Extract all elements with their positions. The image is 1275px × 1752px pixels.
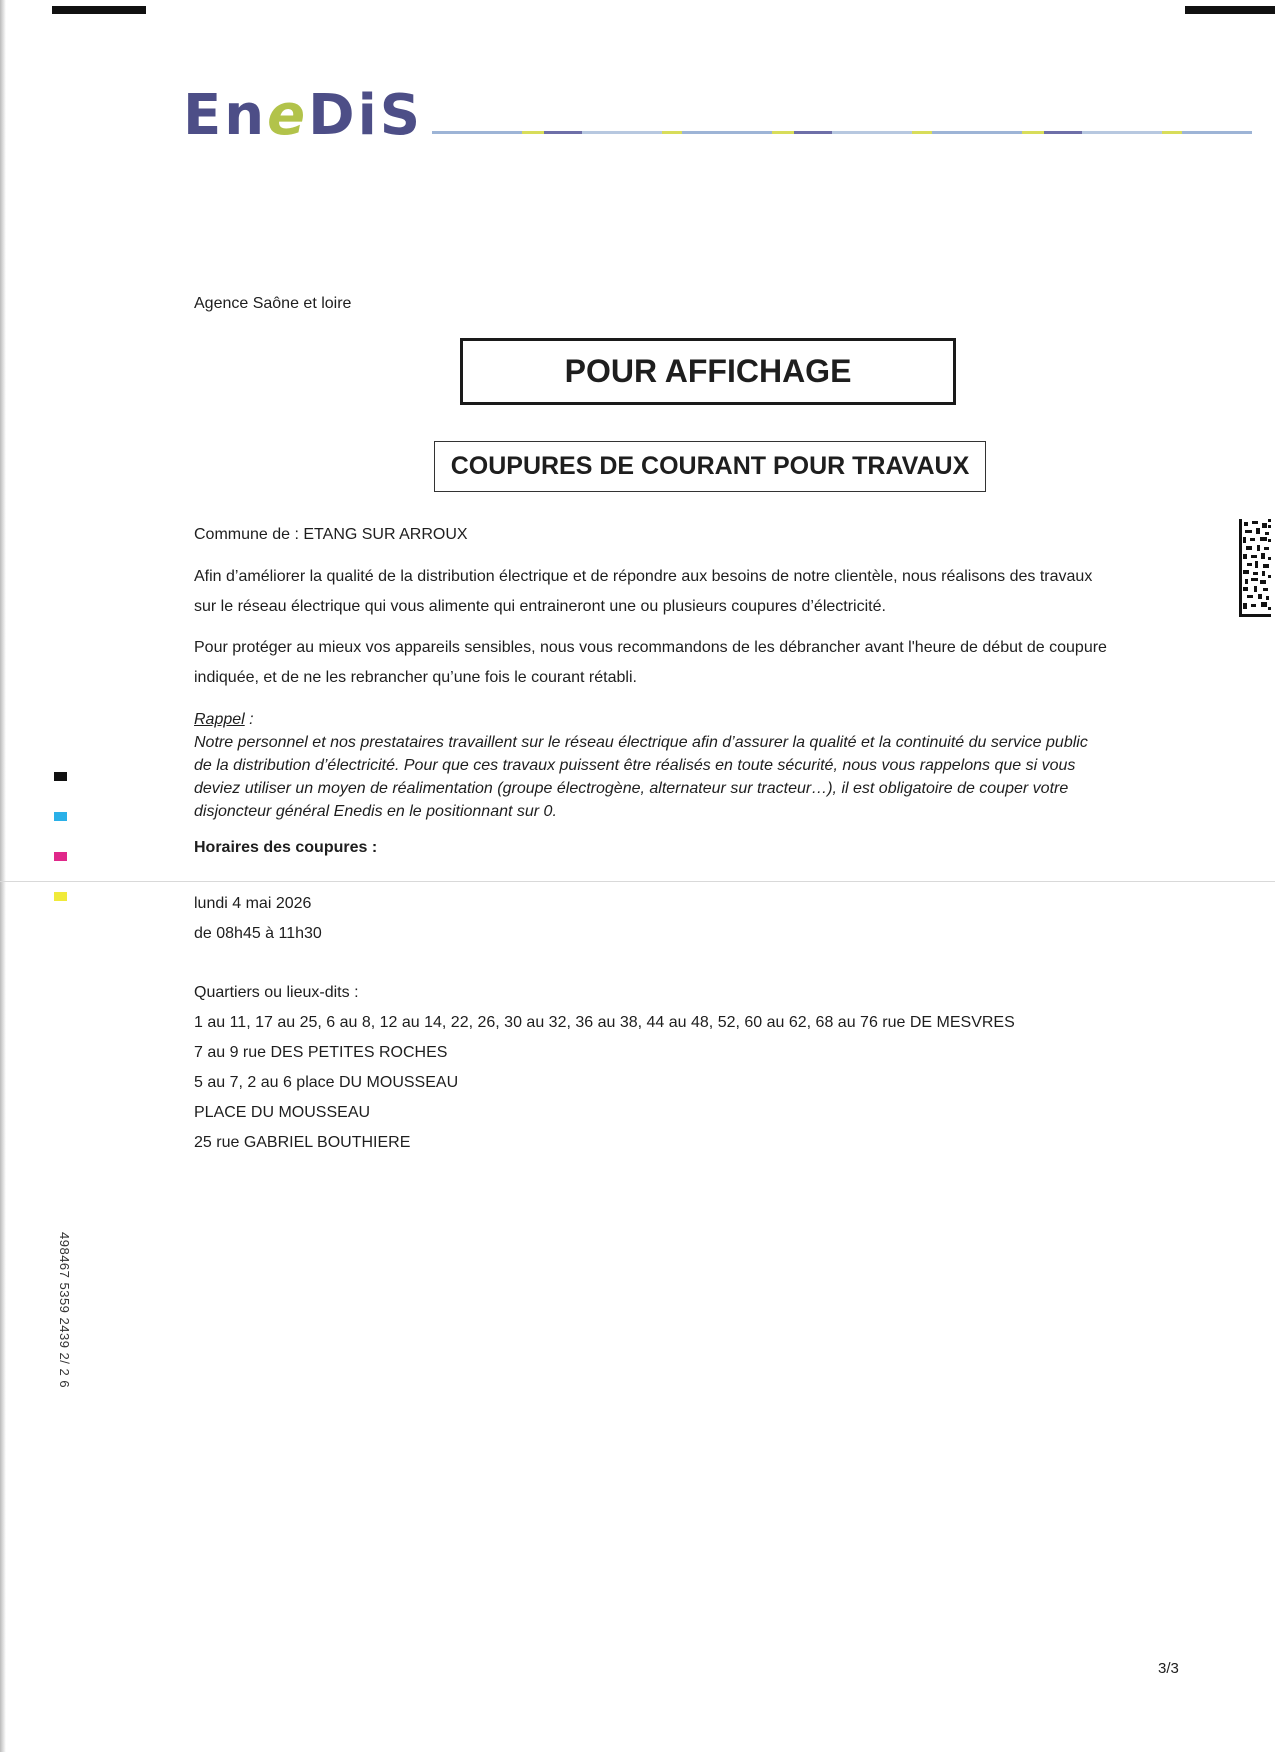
commune-line: Commune de : ETANG SUR ARROUX (194, 526, 468, 543)
swatch-yellow (54, 892, 67, 901)
registration-mark-right (1185, 6, 1275, 14)
paragraph-1-line-2: sur le réseau électrique qui vous alimente qui entraineront une ou plusieurs coupures d’électricité. (194, 598, 886, 615)
agency-name: Agence Saône et loire (194, 295, 352, 312)
datamatrix-icon (1239, 519, 1271, 617)
paragraph-2-line-2: indiquée, et de ne les rebrancher qu’une fois le courant rétabli. (194, 669, 637, 686)
registration-mark-left (52, 6, 146, 14)
logo-divider-line (432, 131, 1252, 134)
paragraph-1-line-1: Afin d’améliorer la qualité de la distribution électrique et de répondre aux besoins de notre clientèle, nous réalisons des travaux (194, 568, 1093, 585)
rappel-line-2: de la distribution d’électricité. Pour que ces travaux puissent être réalisés en toute sécurité, nous vous rappelons que si vous (194, 757, 1076, 774)
location-item: 25 rue GABRIEL BOUTHIERE (194, 1134, 411, 1151)
swatch-magenta (54, 852, 67, 861)
location-item: 7 au 9 rue DES PETITES ROCHES (194, 1044, 448, 1061)
locations-heading: Quartiers ou lieux-dits : (194, 984, 359, 1001)
rappel-line-3: deviez utiliser un moyen de réalimentation (groupe électrogène, alternateur sur tracteur…), il est obligatoire de couper votre (194, 780, 1069, 797)
location-item: 5 au 7, 2 au 6 place DU MOUSSEAU (194, 1074, 459, 1091)
schedule-date: lundi 4 mai 2026 (194, 895, 312, 912)
rappel-label: Rappel : (194, 711, 254, 728)
enedis-logo: EneDiS (183, 83, 424, 148)
location-item: PLACE DU MOUSSEAU (194, 1104, 371, 1121)
notice-title: POUR AFFICHAGE (460, 338, 956, 405)
scan-edge (0, 0, 6, 1752)
schedule-time: de 08h45 à 11h30 (194, 925, 322, 942)
page-number: 3/3 (1158, 1660, 1179, 1677)
location-item: 1 au 11, 17 au 25, 6 au 8, 12 au 14, 22, 26, 30 au 32, 36 au 38, 44 au 48, 52, 60 au 62, 68 au 76 rue DE MESVRES (194, 1014, 1015, 1031)
rappel-line-1: Notre personnel et nos prestataires travaillent sur le réseau électrique afin d’assurer la qualité et la continuité du service public (194, 734, 1088, 751)
schedule-heading: Horaires des coupures : (194, 839, 378, 856)
swatch-black (54, 772, 67, 781)
margin-print-code: 498467 5359 2439 2/ 2 6 (57, 1232, 72, 1389)
rappel-line-4: disjoncteur général Enedis en le positionnant sur 0. (194, 803, 557, 820)
fold-line (0, 881, 1275, 882)
paragraph-2-line-1: Pour protéger au mieux vos appareils sensibles, nous vous recommandons de les débrancher avant l'heure de début de coupure (194, 639, 1107, 656)
swatch-cyan (54, 812, 67, 821)
notice-subtitle: COUPURES DE COURANT POUR TRAVAUX (434, 441, 986, 492)
